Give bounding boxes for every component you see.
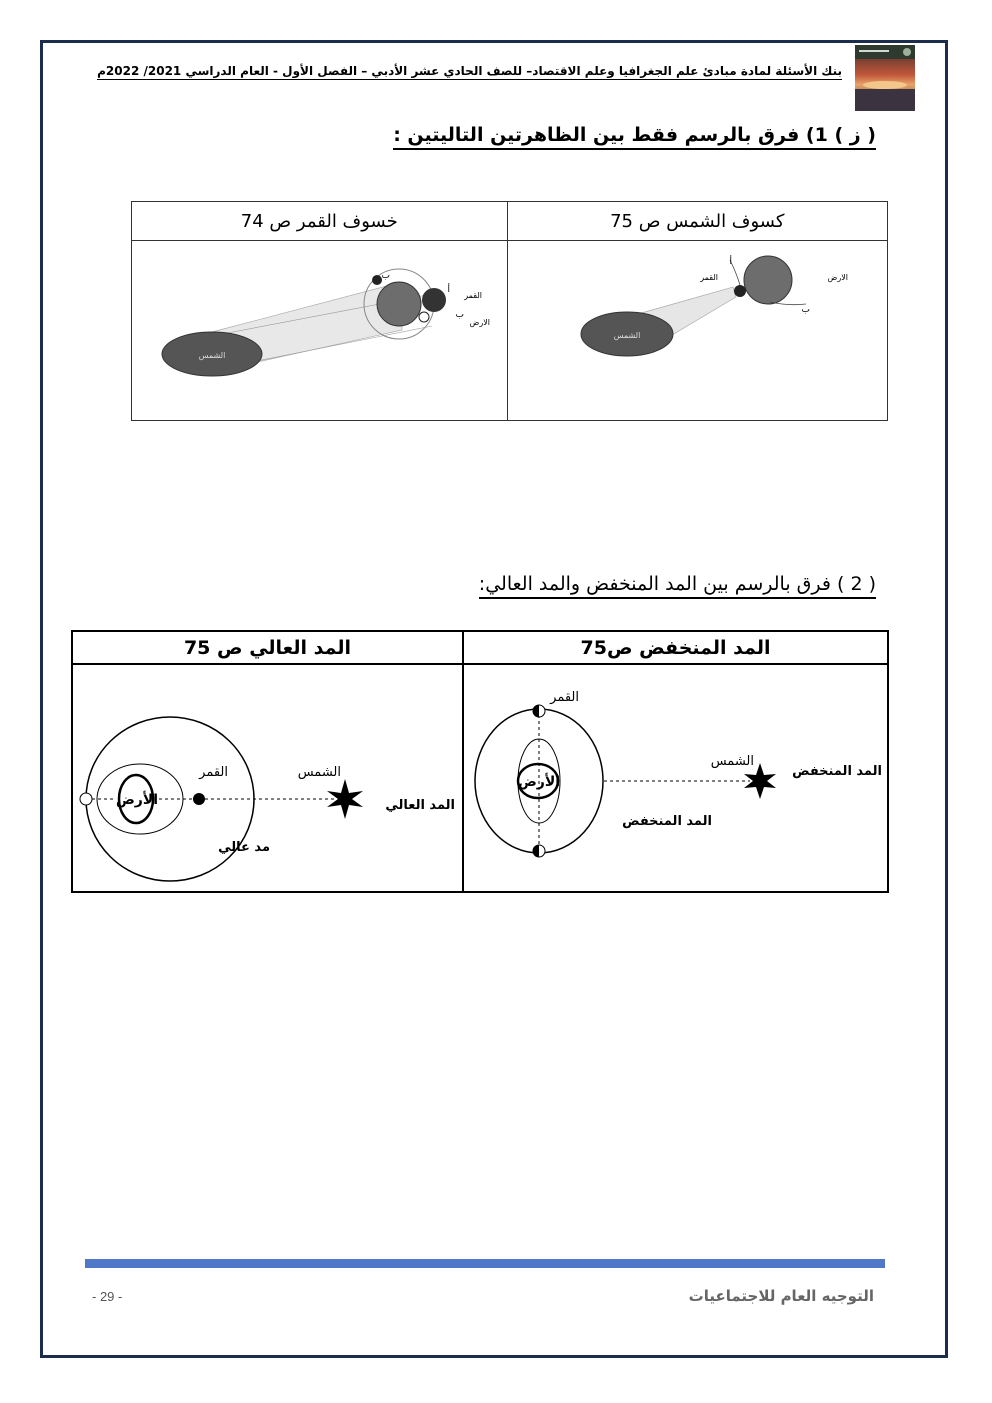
footer-divider <box>85 1259 885 1268</box>
book-cover-logo <box>855 45 915 111</box>
svg-text:ب: ب <box>801 304 810 315</box>
moon-label: القمر <box>699 272 718 282</box>
moon-label: القمر <box>199 765 228 780</box>
earth-shape <box>377 282 421 326</box>
question-2-title: ( 2 ) فرق بالرسم بين المد المنخفض والمد العالي: <box>479 573 876 595</box>
sun-label: الشمس <box>297 765 341 780</box>
low-tide-header: المد المنخفض ص75 <box>463 631 888 664</box>
page-number: - 29 - <box>92 1289 123 1304</box>
tide-table <box>71 630 889 893</box>
earth-label: الارض <box>827 272 848 282</box>
footer-org: التوجيه العام للاجتماعيات <box>688 1287 874 1305</box>
lunar-eclipse-cell <box>132 241 508 421</box>
moon-label: القمر <box>464 290 482 300</box>
solar-eclipse-diagram <box>508 242 887 420</box>
svg-text:أ: أ <box>728 256 732 267</box>
low-tide-diagram <box>464 665 886 891</box>
moon-shape <box>193 793 205 805</box>
low-tide-label: المد المنخفض <box>792 764 882 779</box>
solar-eclipse-header: كسوف الشمس ص 75 <box>507 202 888 241</box>
svg-text:ب: ب <box>381 270 390 281</box>
earth-label: الأرض <box>517 774 561 790</box>
moon-label: القمر <box>550 690 579 705</box>
moon-shape <box>734 285 746 297</box>
solar-eclipse-cell <box>507 241 888 421</box>
eclipse-table <box>131 201 888 421</box>
earth-shape <box>744 256 792 304</box>
question-1-title: ( ز ) 1) فرق بالرسم فقط بين الظاهرتين التاليتين : <box>393 124 876 146</box>
earth-label: الأرض <box>115 792 159 808</box>
high-tide-label: المد العالي <box>385 798 455 813</box>
high-tide-cell <box>72 664 463 892</box>
sun-label: الشمس <box>613 330 640 340</box>
sun-label: الشمس <box>710 754 754 769</box>
moon-far-shape <box>80 793 92 805</box>
earth-label: الارض <box>469 317 490 327</box>
lunar-eclipse-header: خسوف القمر ص 74 <box>132 202 508 241</box>
high-tide-header: المد العالي ص 75 <box>72 631 463 664</box>
sun-label: الشمس <box>198 350 226 360</box>
svg-text:ب: ب <box>455 309 464 320</box>
lunar-eclipse-diagram <box>132 242 506 420</box>
high-tide-label-below: مد عالي <box>218 840 270 855</box>
svg-text:أ: أ <box>447 284 450 295</box>
moon-shadow-shape <box>422 288 446 312</box>
page-header: بنك الأسئلة لمادة مبادئ علم الجغرافيا وعلم الاقتصاد– للصف الحادي عشر الأدبي – الفصل الأول - العام الدراسي 2021/ 2022م <box>97 64 842 78</box>
low-tide-label-below: المد المنخفض <box>622 814 712 829</box>
low-tide-cell <box>463 664 888 892</box>
high-tide-diagram <box>73 665 461 891</box>
